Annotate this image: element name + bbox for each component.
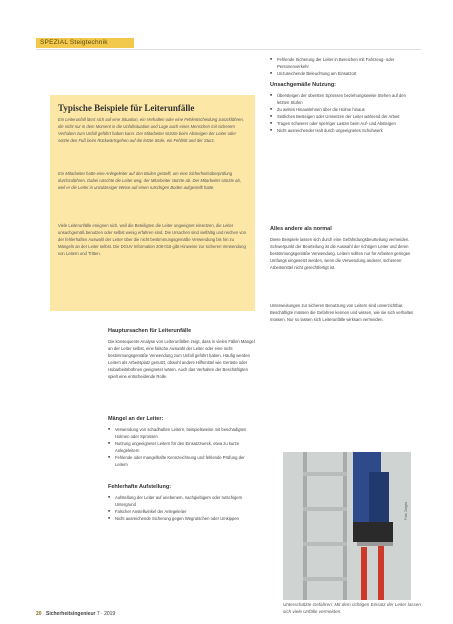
- section-heading-causes: Hauptursachen für Leiterunfälle: [108, 328, 192, 334]
- misuse-list: [270, 92, 418, 134]
- subhead-setup: Fehlerhafte Aufstellung:: [108, 484, 172, 490]
- issue-number: 7 · 2019: [96, 611, 116, 617]
- magazine-name: Sicherheitsingenieur: [46, 611, 96, 617]
- list-item: ■ Unzureichende Beleuchtung am Einsatzort: [270, 70, 418, 77]
- defects-list: [108, 426, 256, 468]
- footer-publication: [46, 611, 115, 617]
- list-item: ■ Verwendung von schadhaften Leitern, beispielsweise mit beschädigten Holmen oder Sprossen: [108, 426, 256, 440]
- info-box-title: Typische Beispiele für Leiterunfälle: [58, 103, 195, 113]
- list-item: ■ Fehlende Sicherung der Leiter in Bereichen mit Fahrzeug- oder Personenverkehr: [270, 56, 418, 70]
- ladder-photo: [283, 452, 411, 600]
- list-item: ■ Seitliches Besteigen oder Umsetzen der Leiter während der Arbeit: [270, 113, 418, 120]
- not-normal-paragraph-1: Diese Beispiele lassen sich durch eine Gefährdungsbeurteilung vermeiden. Schwerpunkt der Beurteilung ist die Auswahl der richtigen Leiter und deren bestimmungsgemäße Verwendung. Leitern sollten nur für Arbeiten geringen Umfangs eingesetzt werden, wenn die Verwendung anderer, sichererer Arbeitsmittel nicht gerechtfertigt ist.: [270, 237, 411, 270]
- info-box-paragraph-3: Viele Leiterunfälle ereignen sich, weil die Beteiligten die Leiter ungeeignet einsetzen, die Leiter unsachgemäß benutzen oder selbst wenig erfahren sind. Die Ursachen sind vielfältig und reichen von der fehlerhaften Auswahl der Leiter über die nicht bestimmungsgemäße Verwendung bis hin zu Mängeln an der Leiter selbst. Die DGUV Information 208-016 gibt Hinweise zur sicheren Verwendung von Leitern und Tritten.: [58, 223, 247, 256]
- list-item: ■ Falscher Anstellwinkel der Anlegeleiter: [108, 508, 256, 515]
- list-item: ■ Nutzung ungeeigneter Leitern für den Einsatzzweck, etwa zu kurze Anlegeleitern: [108, 440, 256, 454]
- top-right-list: [270, 56, 418, 77]
- photo-caption: Unterschätzte Gefahren: Mit dem richtigen Einsatz der Leiter lassen sich viele Unfälle vermeiden.: [283, 602, 421, 614]
- subhead-misuse: Unsachgemäße Nutzung:: [270, 82, 337, 88]
- list-item: ■ Nicht ausreichende Sicherung gegen Wegrutschen oder Umkippen: [108, 515, 256, 522]
- subhead-defects: Mängel an der Leiter:: [108, 416, 164, 422]
- page-number: 20: [36, 611, 42, 617]
- ladder-illustration: [283, 452, 411, 600]
- list-item: ■ Fehlende oder mangelhafte Kennzeichnung und fehlende Prüfung der Leitern: [108, 454, 256, 468]
- setup-list: [108, 494, 256, 522]
- list-item: ■ Zu weites Hinauslehnen über die Holme hinaus: [270, 106, 418, 113]
- photo-credit: Foto: Zarges: [404, 501, 408, 520]
- list-item: ■ Übersteigen der obersten Sprossen beziehungsweise Stehen auf den letzten Stufen: [270, 92, 418, 106]
- causes-intro: Die konsequente Analyse von Leiterunfällen zeigt, dass in vielen Fällen Mängel an der Leiter selbst, eine falsche Auswahl der Leiter oder eine nicht bestimmungsgemäße Verwendung zum Unfall geführt haben. Häufig werden Leitern als Arbeitsplatz genutzt, obwohl andere Hilfsmittel wie Gerüste oder Hubarbeitsbühnen geeigneter wären. Auch das Verhalten der Beschäftigten spielt eine entscheidende Rolle.: [108, 339, 255, 379]
- info-box-paragraph-1: Ein Leiterunfall lässt sich auf eine Situation, ein Verhalten oder eine Fehlentscheidung zurückführen, die nicht nur in dem Moment in die Unfallsituation und Lage auch eines Menschen mit sicherem Verhalten zum Unfall geführt haben kann. Der Mitarbeiter stürzte beim Absteigen der Leiter oder setzte den Fuß beim Rückwärtsgehen auf die letzte Stufe, ein Fehltritt und der Sturz.: [58, 117, 244, 143]
- not-normal-paragraph-2: Unterweisungen zur sicheren Benutzung von Leitern sind unverzichtbar. Beschäftigte müssen die Gefahren kennen und wissen, wie sie sich verhalten müssen. Nur so lassen sich Leiterunfälle wirksam vermeiden.: [270, 303, 414, 322]
- subhead-not-normal: Alles andere als normal: [270, 226, 332, 232]
- list-item: ■ Tragen schwerer oder sperriger Lasten beim Auf- und Absteigen: [270, 120, 418, 127]
- list-item: ■ Aufstellung der Leiter auf unebenem, nachgiebigem oder rutschigem Untergrund: [108, 494, 256, 508]
- info-box-paragraph-2: Ein Mitarbeiter hatte eine Anlegeleiter auf den Boden gestellt, um eine Sicherheitsüberprüfung durchzuführen. Dabei rutschte die Leiter weg, der Mitarbeiter stürzte ab. Der Mitarbeiter stürzte ab, weil er die Leiter in unzulässiger Weise auf einen rutschigen Boden aufgestellt hatte.: [58, 171, 241, 190]
- list-item: ■ Nicht ausreichender Halt durch ungeeignetes Schuhwerk: [270, 127, 418, 134]
- section-header-label: SPEZIAL Steigtechnik: [40, 39, 108, 46]
- header-rule: [36, 49, 421, 50]
